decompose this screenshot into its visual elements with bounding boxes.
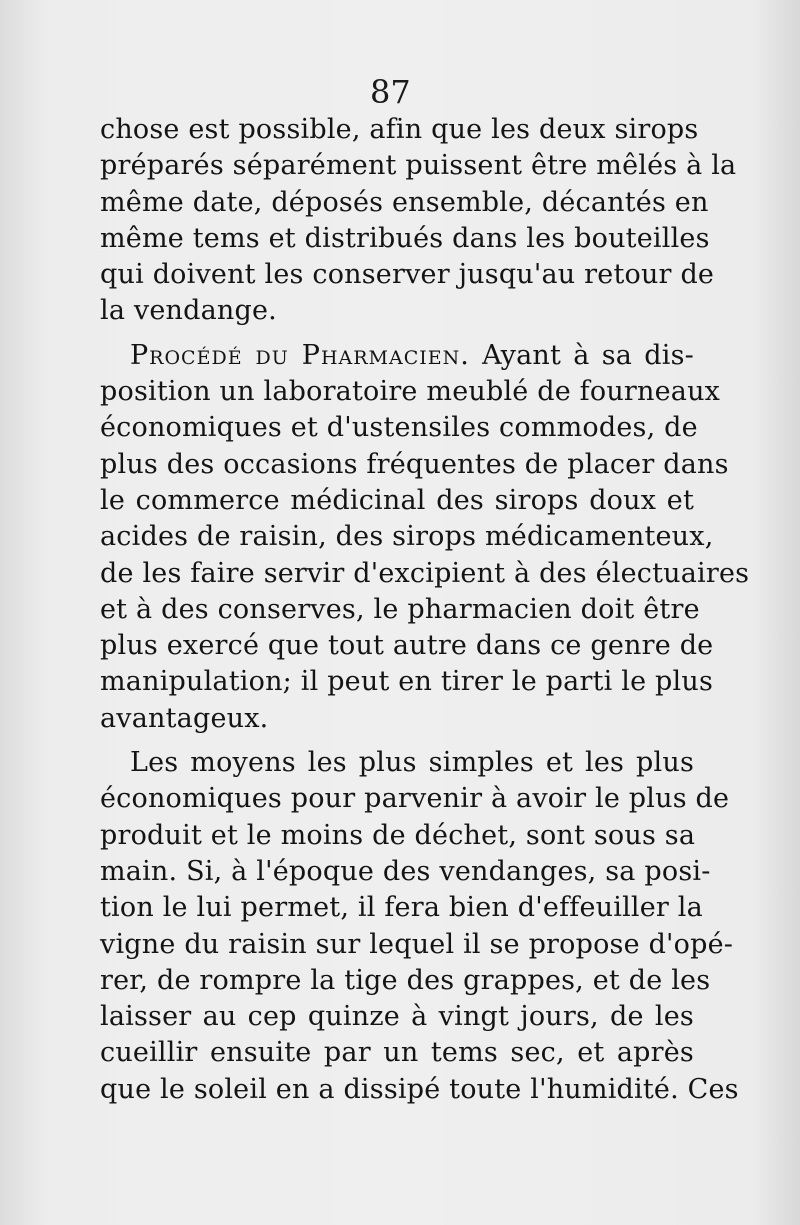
text-line: la vendange.: [100, 295, 277, 327]
text-line: rer, de rompre la tige des grappes, et de les: [100, 964, 711, 996]
text-line: position un laboratoire meublé de fourneaux: [100, 376, 721, 408]
text-line: acides de raisin, des sirops médicamenteux,: [100, 521, 714, 553]
text-line: plus exercé que tout autre dans ce genre de: [100, 630, 714, 662]
text-line: chose est possible, afin que les deux sirops: [100, 114, 699, 145]
text-line: produit et le moins de déchet, sont sous sa: [100, 819, 696, 851]
text-line: manipulation; il peut en tirer le parti le plus: [100, 666, 713, 698]
text-line: plus des occasions fréquentes de placer dans: [100, 448, 729, 480]
text-line: qui doivent les conserver jusqu'au retour de: [100, 259, 715, 291]
section-heading: Procédé du Pharmacien.: [130, 339, 470, 371]
text-line: tion le lui permet, il fera bien d'effeuiller la: [100, 892, 703, 924]
text-line: le commerce médicinal des sirops doux et: [100, 484, 694, 516]
text-line: laisser au cep quinze à vingt jours, de les: [100, 1001, 694, 1033]
text-line: Les moyens les plus simples et les plus: [130, 747, 694, 779]
text-line: préparés séparément puissent être mêlés à la: [100, 150, 737, 182]
body-text: [100, 112, 750, 1108]
text-line: que le soleil en a dissipé toute l'humidité. Ces: [100, 1073, 739, 1105]
text-line: avantageux.: [100, 702, 269, 734]
text-line: main. Si, à l'époque des vendanges, sa posi-: [100, 855, 711, 887]
paragraph-3: [100, 745, 739, 1108]
text-line: même tems et distribués dans les bouteilles: [100, 222, 710, 254]
text-line: vigne du raisin sur lequel il se propose d'opé-: [100, 928, 734, 960]
text-line-continuation: Ayant à sa dis-: [482, 339, 694, 371]
text-line: économiques pour parvenir à avoir le plus de: [100, 783, 730, 815]
page-number: 87: [370, 73, 411, 111]
text-line: économiques et d'ustensiles commodes, de: [100, 412, 698, 444]
text-line: et à des conserves, le pharmacien doit être: [100, 593, 700, 625]
text-line: de les faire servir d'excipient à des électuaires: [100, 557, 750, 589]
paragraph-1: [100, 112, 737, 330]
text-line: cueillir ensuite par un tems sec, et après: [100, 1037, 694, 1069]
text-line: même date, déposés ensemble, décantés en: [100, 186, 709, 218]
paragraph-2: [100, 338, 750, 737]
text-line: [100, 338, 694, 374]
